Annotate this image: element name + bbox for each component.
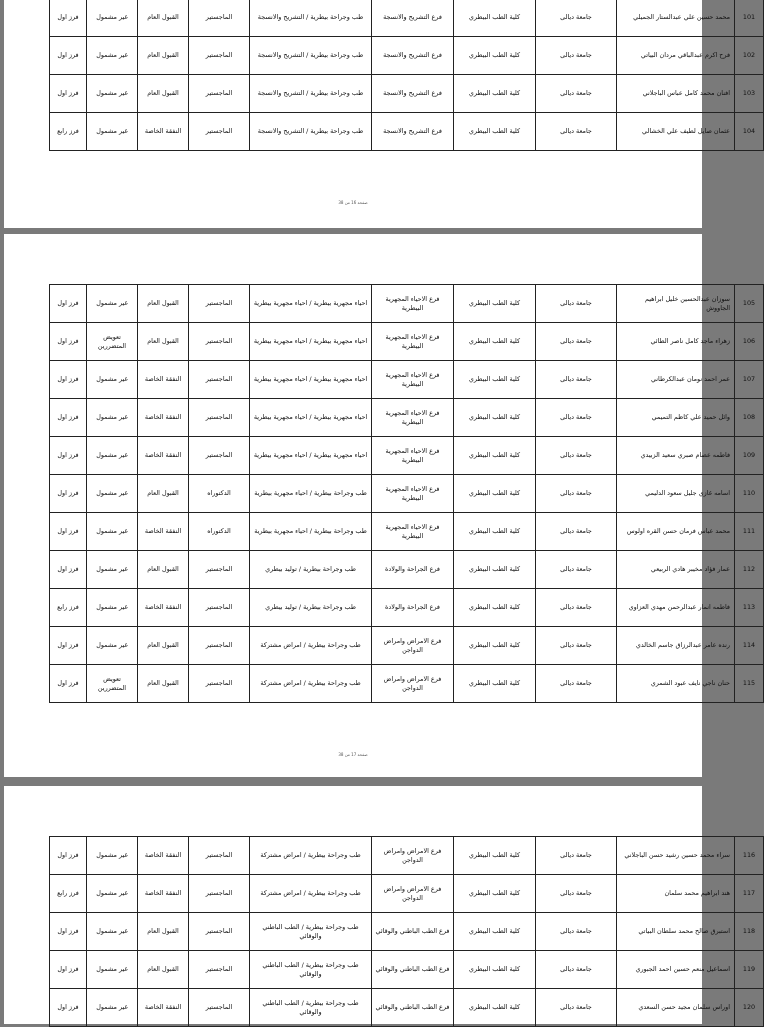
status-cell: غير مشمول [87, 285, 138, 323]
college-cell: كلية الطب البيطري [454, 323, 536, 361]
department-cell: فرع الطب الباطني والوقائي [372, 989, 454, 1027]
specialization-cell: احياء مجهرية بيطرية / احياء مجهرية بيطرية [250, 437, 372, 475]
admission-channel-cell: القبول العام [138, 627, 189, 665]
specialization-cell: طب وجراحة بيطرية / توليد بيطري [250, 551, 372, 589]
university-cell: جامعة ديالى [536, 323, 617, 361]
admission-channel-cell: القبول العام [138, 913, 189, 951]
student-name: سوزان عبدالحسين خليل ابراهيم الجاووش [617, 285, 735, 323]
admission-channel-cell: النفقة الخاصة [138, 513, 189, 551]
sorting-result-cell: فرز اول [50, 361, 87, 399]
admissions-table [49, 0, 764, 151]
specialization-cell: طب وجراحة بيطرية / التشريح والانسجة [250, 0, 372, 37]
row-number: 104 [735, 113, 764, 151]
specialization-cell: احياء مجهرية بيطرية / احياء مجهرية بيطرية [250, 323, 372, 361]
table-row [50, 0, 764, 37]
department-cell: فرع التشريح والانسجة [372, 37, 454, 75]
department-cell: فرع الطب الباطني والوقائي [372, 913, 454, 951]
specialization-cell: طب وجراحة بيطرية / احياء مجهرية بيطرية [250, 513, 372, 551]
student-name: اسامه غازي جليل سعود الدليمي [617, 475, 735, 513]
college-cell: كلية الطب البيطري [454, 475, 536, 513]
table-row [50, 285, 764, 323]
student-name: عثمان صايل لطيف علي الخشالي [617, 113, 735, 151]
student-name: هند ابراهيم محمد سلمان [617, 875, 735, 913]
department-cell: فرع الجراحة والولادة [372, 551, 454, 589]
degree-cell: الماجستير [189, 37, 250, 75]
department-cell: فرع الاحياء المجهرية البيطرية [372, 361, 454, 399]
status-cell: غير مشمول [87, 399, 138, 437]
row-number: 106 [735, 323, 764, 361]
status-cell: غير مشمول [87, 913, 138, 951]
status-cell: تعويض المتضررين [87, 323, 138, 361]
university-cell: جامعة ديالى [536, 913, 617, 951]
student-name: حنان ناجي نايف عبود الشمري [617, 665, 735, 703]
university-cell: جامعة ديالى [536, 589, 617, 627]
specialization-cell: طب وجراحة بيطرية / امراض مشتركة [250, 837, 372, 875]
university-cell: جامعة ديالى [536, 875, 617, 913]
sorting-result-cell: فرز اول [50, 323, 87, 361]
college-cell: كلية الطب البيطري [454, 513, 536, 551]
table-row [50, 875, 764, 913]
specialization-cell: طب وجراحة بيطرية / توليد بيطري [250, 589, 372, 627]
admission-channel-cell: القبول العام [138, 37, 189, 75]
admission-channel-cell: القبول العام [138, 0, 189, 37]
document-page [4, 786, 756, 1024]
department-cell: فرع الامراض وامراض الدواجن [372, 665, 454, 703]
department-cell: فرع التشريح والانسجة [372, 0, 454, 37]
admission-channel-cell: النفقة الخاصة [138, 589, 189, 627]
college-cell: كلية الطب البيطري [454, 627, 536, 665]
row-number: 120 [735, 989, 764, 1027]
status-cell: غير مشمول [87, 0, 138, 37]
college-cell: كلية الطب البيطري [454, 0, 536, 37]
degree-cell: الماجستير [189, 913, 250, 951]
sorting-result-cell: فرز اول [50, 37, 87, 75]
admission-channel-cell: النفقة الخاصة [138, 989, 189, 1027]
sorting-result-cell: فرز اول [50, 665, 87, 703]
status-cell: غير مشمول [87, 513, 138, 551]
status-cell: غير مشمول [87, 37, 138, 75]
sorting-result-cell: فرز اول [50, 437, 87, 475]
status-cell: غير مشمول [87, 837, 138, 875]
admission-channel-cell: النفقة الخاصة [138, 361, 189, 399]
table-row [50, 75, 764, 113]
student-name: فاطمه انمار عبدالرحمن مهدي العزاوي [617, 589, 735, 627]
department-cell: فرع الامراض وامراض الدواجن [372, 837, 454, 875]
row-number: 114 [735, 627, 764, 665]
college-cell: كلية الطب البيطري [454, 551, 536, 589]
table-row [50, 951, 764, 989]
student-name: اسماعيل منعم حسين احمد الجبوري [617, 951, 735, 989]
college-cell: كلية الطب البيطري [454, 951, 536, 989]
row-number: 112 [735, 551, 764, 589]
degree-cell: الماجستير [189, 627, 250, 665]
student-name: زهراء ماجد كامل ناصر الطائي [617, 323, 735, 361]
status-cell: غير مشمول [87, 475, 138, 513]
document-page [4, 234, 756, 777]
college-cell: كلية الطب البيطري [454, 75, 536, 113]
row-number: 117 [735, 875, 764, 913]
document-page [4, 0, 756, 228]
college-cell: كلية الطب البيطري [454, 361, 536, 399]
university-cell: جامعة ديالى [536, 361, 617, 399]
degree-cell: الماجستير [189, 551, 250, 589]
student-name: استبرق صالح محمد سلطان البياتي [617, 913, 735, 951]
row-number: 115 [735, 665, 764, 703]
row-number: 118 [735, 913, 764, 951]
row-number: 116 [735, 837, 764, 875]
table-row [50, 37, 764, 75]
college-cell: كلية الطب البيطري [454, 113, 536, 151]
status-cell: غير مشمول [87, 113, 138, 151]
sorting-result-cell: فرز اول [50, 913, 87, 951]
table-row [50, 323, 764, 361]
row-number: 103 [735, 75, 764, 113]
university-cell: جامعة ديالى [536, 551, 617, 589]
degree-cell: الماجستير [189, 399, 250, 437]
table-row [50, 913, 764, 951]
degree-cell: الماجستير [189, 0, 250, 37]
college-cell: كلية الطب البيطري [454, 37, 536, 75]
degree-cell: الماجستير [189, 437, 250, 475]
degree-cell: الماجستير [189, 75, 250, 113]
admission-channel-cell: القبول العام [138, 551, 189, 589]
table-row [50, 113, 764, 151]
degree-cell: الماجستير [189, 361, 250, 399]
status-cell: غير مشمول [87, 989, 138, 1027]
student-name: فرح اكرم عبدالباقي مردان البياتي [617, 37, 735, 75]
degree-cell: الماجستير [189, 837, 250, 875]
specialization-cell: طب وجراحة بيطرية / الطب الباطني والوقائي [250, 989, 372, 1027]
specialization-cell: طب وجراحة بيطرية / الطب الباطني والوقائي [250, 951, 372, 989]
specialization-cell: طب وجراحة بيطرية / احياء مجهرية بيطرية [250, 475, 372, 513]
department-cell: فرع الاحياء المجهرية البيطرية [372, 513, 454, 551]
degree-cell: الدكتوراه [189, 513, 250, 551]
university-cell: جامعة ديالى [536, 75, 617, 113]
degree-cell: الماجستير [189, 113, 250, 151]
college-cell: كلية الطب البيطري [454, 437, 536, 475]
status-cell: غير مشمول [87, 437, 138, 475]
department-cell: فرع الاحياء المجهرية البيطرية [372, 323, 454, 361]
university-cell: جامعة ديالى [536, 989, 617, 1027]
department-cell: فرع الاحياء المجهرية البيطرية [372, 475, 454, 513]
row-number: 111 [735, 513, 764, 551]
table-row [50, 437, 764, 475]
status-cell: غير مشمول [87, 75, 138, 113]
status-cell: غير مشمول [87, 361, 138, 399]
table-row [50, 989, 764, 1027]
table-row [50, 513, 764, 551]
specialization-cell: احياء مجهرية بيطرية / احياء مجهرية بيطرية [250, 399, 372, 437]
row-number: 109 [735, 437, 764, 475]
specialization-cell: طب وجراحة بيطرية / التشريح والانسجة [250, 113, 372, 151]
sorting-result-cell: فرز اول [50, 951, 87, 989]
degree-cell: الماجستير [189, 665, 250, 703]
row-number: 105 [735, 285, 764, 323]
table-row [50, 475, 764, 513]
degree-cell: الماجستير [189, 989, 250, 1027]
university-cell: جامعة ديالى [536, 113, 617, 151]
page-footer: صفحة 17 من 38 [338, 752, 368, 757]
status-cell: غير مشمول [87, 627, 138, 665]
student-name: رنده عامر عبدالرزاق جاسم الخالدي [617, 627, 735, 665]
row-number: 102 [735, 37, 764, 75]
table-row [50, 361, 764, 399]
department-cell: فرع الاحياء المجهرية البيطرية [372, 285, 454, 323]
specialization-cell: احياء مجهرية بيطرية / احياء مجهرية بيطرية [250, 361, 372, 399]
university-cell: جامعة ديالى [536, 285, 617, 323]
university-cell: جامعة ديالى [536, 513, 617, 551]
admission-channel-cell: القبول العام [138, 285, 189, 323]
table-row [50, 551, 764, 589]
row-number: 119 [735, 951, 764, 989]
sorting-result-cell: فرز اول [50, 399, 87, 437]
department-cell: فرع الامراض وامراض الدواجن [372, 875, 454, 913]
admission-channel-cell: القبول العام [138, 475, 189, 513]
specialization-cell: طب وجراحة بيطرية / امراض مشتركة [250, 875, 372, 913]
admissions-table [49, 836, 764, 1027]
admission-channel-cell: النفقة الخاصة [138, 437, 189, 475]
table-row [50, 627, 764, 665]
row-number: 101 [735, 0, 764, 37]
specialization-cell: طب وجراحة بيطرية / التشريح والانسجة [250, 75, 372, 113]
specialization-cell: طب وجراحة بيطرية / امراض مشتركة [250, 627, 372, 665]
student-name: فاطمه عصام صبري سعيد الزبيدي [617, 437, 735, 475]
sorting-result-cell: فرز اول [50, 989, 87, 1027]
degree-cell: الماجستير [189, 323, 250, 361]
student-name: محمد حسين علي عبدالستار الجميلي [617, 0, 735, 37]
department-cell: فرع الامراض وامراض الدواجن [372, 627, 454, 665]
department-cell: فرع الاحياء المجهرية البيطرية [372, 399, 454, 437]
sorting-result-cell: فرز اول [50, 285, 87, 323]
row-number: 107 [735, 361, 764, 399]
sorting-result-cell: فرز اول [50, 75, 87, 113]
table-row [50, 399, 764, 437]
table-row [50, 837, 764, 875]
degree-cell: الماجستير [189, 951, 250, 989]
university-cell: جامعة ديالى [536, 475, 617, 513]
student-name: عمار فؤاد مخيبر هادي الربيعي [617, 551, 735, 589]
sorting-result-cell: فرز رابع [50, 113, 87, 151]
admission-channel-cell: القبول العام [138, 665, 189, 703]
admission-channel-cell: النفقة الخاصة [138, 399, 189, 437]
college-cell: كلية الطب البيطري [454, 399, 536, 437]
department-cell: فرع الطب الباطني والوقائي [372, 951, 454, 989]
college-cell: كلية الطب البيطري [454, 989, 536, 1027]
college-cell: كلية الطب البيطري [454, 837, 536, 875]
sorting-result-cell: فرز اول [50, 627, 87, 665]
college-cell: كلية الطب البيطري [454, 665, 536, 703]
row-number: 110 [735, 475, 764, 513]
specialization-cell: احياء مجهرية بيطرية / احياء مجهرية بيطرية [250, 285, 372, 323]
university-cell: جامعة ديالى [536, 0, 617, 37]
college-cell: كلية الطب البيطري [454, 589, 536, 627]
status-cell: غير مشمول [87, 551, 138, 589]
degree-cell: الماجستير [189, 589, 250, 627]
sorting-result-cell: فرز اول [50, 837, 87, 875]
status-cell: غير مشمول [87, 875, 138, 913]
university-cell: جامعة ديالى [536, 665, 617, 703]
student-name: اوراس سلمان مجيد حسن السعدي [617, 989, 735, 1027]
university-cell: جامعة ديالى [536, 437, 617, 475]
department-cell: فرع التشريح والانسجة [372, 75, 454, 113]
sorting-result-cell: فرز اول [50, 513, 87, 551]
sorting-result-cell: فرز رابع [50, 589, 87, 627]
status-cell: غير مشمول [87, 589, 138, 627]
sorting-result-cell: فرز اول [50, 551, 87, 589]
student-name: محمد عباس فرمان حسن القره اولوس [617, 513, 735, 551]
university-cell: جامعة ديالى [536, 627, 617, 665]
college-cell: كلية الطب البيطري [454, 285, 536, 323]
university-cell: جامعة ديالى [536, 951, 617, 989]
sorting-result-cell: فرز اول [50, 475, 87, 513]
university-cell: جامعة ديالى [536, 399, 617, 437]
admission-channel-cell: النفقة الخاصة [138, 837, 189, 875]
table-row [50, 665, 764, 703]
row-number: 113 [735, 589, 764, 627]
page-footer: صفحة 16 من 38 [338, 200, 368, 205]
row-number: 108 [735, 399, 764, 437]
college-cell: كلية الطب البيطري [454, 913, 536, 951]
student-name: افنان محمد كامل عباس الباجلاني [617, 75, 735, 113]
admissions-table [49, 284, 764, 703]
sorting-result-cell: فرز اول [50, 0, 87, 37]
department-cell: فرع الجراحة والولادة [372, 589, 454, 627]
student-name: عمر احمد نومان عبدالكرطاني [617, 361, 735, 399]
specialization-cell: طب وجراحة بيطرية / التشريح والانسجة [250, 37, 372, 75]
status-cell: غير مشمول [87, 951, 138, 989]
student-name: وائل حميد علي كاظم التميمي [617, 399, 735, 437]
university-cell: جامعة ديالى [536, 37, 617, 75]
department-cell: فرع التشريح والانسجة [372, 113, 454, 151]
admission-channel-cell: النفقة الخاصة [138, 113, 189, 151]
degree-cell: الماجستير [189, 875, 250, 913]
university-cell: جامعة ديالى [536, 837, 617, 875]
department-cell: فرع الاحياء المجهرية البيطرية [372, 437, 454, 475]
admission-channel-cell: النفقة الخاصة [138, 875, 189, 913]
degree-cell: الدكتوراه [189, 475, 250, 513]
specialization-cell: طب وجراحة بيطرية / امراض مشتركة [250, 665, 372, 703]
college-cell: كلية الطب البيطري [454, 875, 536, 913]
status-cell: تعويض المتضررين [87, 665, 138, 703]
admission-channel-cell: القبول العام [138, 951, 189, 989]
admission-channel-cell: القبول العام [138, 75, 189, 113]
specialization-cell: طب وجراحة بيطرية / الطب الباطني والوقائي [250, 913, 372, 951]
sorting-result-cell: فرز رابع [50, 875, 87, 913]
admission-channel-cell: القبول العام [138, 323, 189, 361]
student-name: سراء محمد حسين رشيد حسن الباجلاني [617, 837, 735, 875]
table-row [50, 589, 764, 627]
degree-cell: الماجستير [189, 285, 250, 323]
